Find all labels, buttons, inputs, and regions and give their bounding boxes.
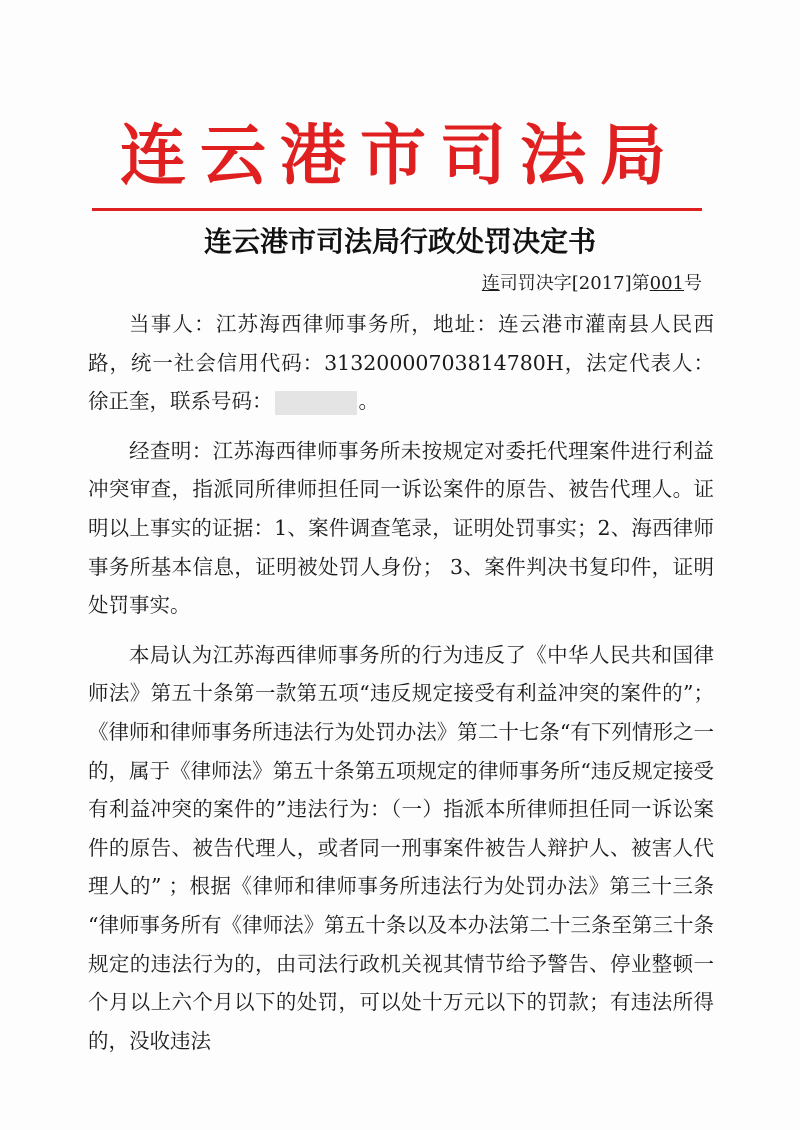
doc-number-middle: 司罚决字[2017]第 [499, 273, 650, 294]
doc-number-prefix: 连 [481, 273, 500, 294]
ruling-paragraph: 本局认为江苏海西律师事务所的行为违反了《中华人民共和国律师法》第五十条第一款第五项“违反规定接受有利益冲突的案件的”；《律师和律师事务所违法行为处罚办法》第二十七条“有下列情形之一的，属于《律师法》第五十条第五项规定的律师事务所“违反规定接受有利益冲突的案件的”违法行为：（一）指派本所律师担任同一诉讼案件的原告、被告代理人，或者同一刑事案件被告人辩护人、被害人代理人的” ；根据《律师和律师事务所违法行为处罚办法》第三十三条 “律师事务所有《律师法》第五十条以及本办法第二十三条至第三十条规定的违法行为的，由司法行政机关视其情节给予警告、停业整顿一个月以上六个月以下的处罚，可以处十万元以下的罚款；有违法所得的，没收违法 [88, 642, 714, 1053]
letterhead-title: 连云港市司法局 [120, 116, 680, 194]
doc-number-suffix: 号 [684, 273, 702, 294]
redacted-phone [275, 391, 357, 415]
findings-paragraph: 经查明：江苏海西律师事务所未按规定对委托代理案件进行利益冲突审查，指派同所律师担任同一诉讼案件的原告、被告代理人。证明以上事实的证据：1、案件调查笔录，证明处罚事实；2、海西律师事务所基本信息，证明被处罚人身份； 3、案件判决书复印件，证明处罚事实。 [88, 438, 714, 618]
red-divider [92, 208, 702, 211]
document-number [482, 270, 702, 298]
party-text: 当事人：江苏海西律师事务所，地址：连云港市灌南县人民西路，统一社会信用代码：31320000703814780H，法定代表人：徐正奎，联系号码： [88, 312, 714, 414]
document-title: 连云港市司法局行政处罚决定书 [203, 225, 596, 258]
document-body [88, 305, 714, 1060]
party-text-end: 。 [358, 389, 379, 414]
party-paragraph [88, 305, 714, 421]
doc-number-value: 001 [649, 273, 684, 294]
